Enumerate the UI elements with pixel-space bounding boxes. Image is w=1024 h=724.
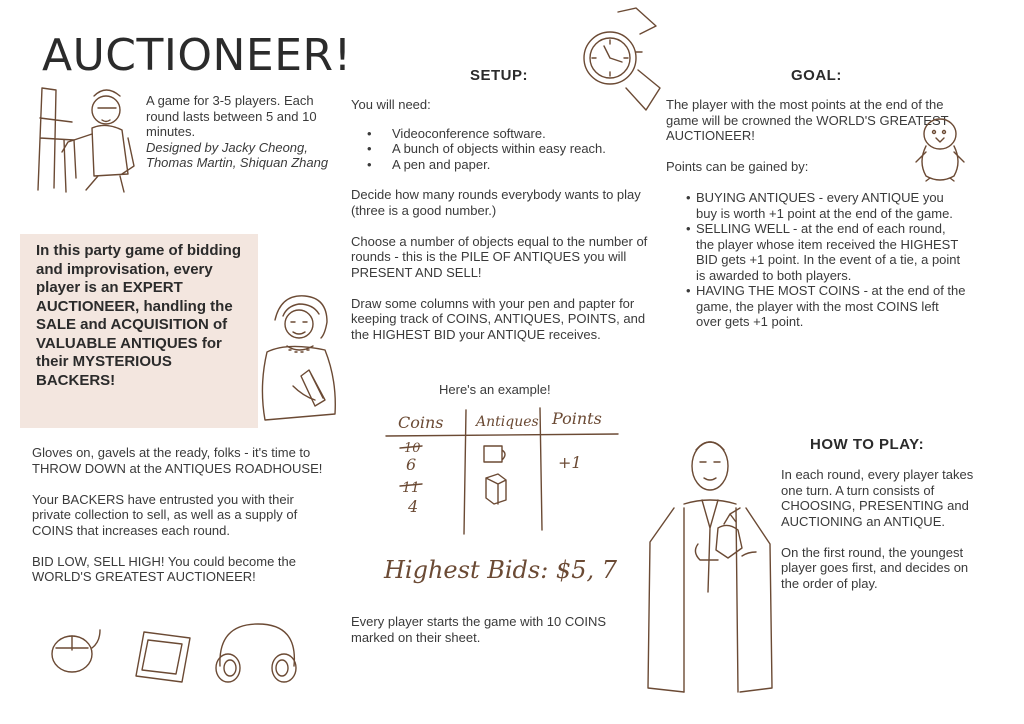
sheet-column-coins: Coins — [398, 413, 444, 432]
list-item: • SELLING WELL - at the end of each round, the player whose item received the HIGHEST BID gets +1 point. In the event of a tie, a point is awarded to both players. — [696, 221, 966, 283]
points-list — [666, 190, 966, 330]
sheet-highest-bids: Highest Bids: $5, 7 — [384, 556, 617, 584]
lore-paragraph: Your BACKERS have entrusted you with their private collection to sell, as well as a supply of COINS that increases each round. — [32, 491, 298, 538]
example-scoresheet — [380, 402, 630, 602]
list-item: • HAVING THE MOST COINS - at the end of the game, the player with the most COINS left over gets +1 point. — [696, 283, 966, 330]
lore-paragraph: BID LOW, SELL HIGH! You could become the WORLD'S GREATEST AUCTIONEER! — [32, 553, 296, 584]
woman-illustration — [253, 290, 345, 434]
sheet-column-antiques: Antiques — [476, 414, 539, 430]
list-item: • A bunch of objects within easy reach. — [392, 141, 651, 157]
howto-section — [781, 467, 981, 607]
list-item: • A pen and paper. — [392, 157, 651, 173]
lore-paragraph: Gloves on, gavels at the ready, folks - it's time to THROW DOWN at the ANTIQUES ROADHOUSE! — [32, 445, 323, 476]
goal-intro: The player with the most points at the end of the game will be crowned the WORLD'S GREATEST AUCTIONEER! — [666, 97, 949, 143]
setup-section — [351, 97, 651, 358]
lore-section — [32, 445, 332, 600]
setup-paragraph: Draw some columns with your pen and papter for keeping track of COINS, ANTIQUES, POINTS, and the HIGHEST BID your ANTIQUE receives. — [351, 295, 646, 342]
setup-paragraph: Decide how many rounds everybody wants to play (three is a good number.) — [351, 187, 641, 218]
example-label: Here's an example! — [439, 382, 551, 397]
auctioneer-man-illustration — [644, 432, 776, 696]
list-item: • BUYING ANTIQUES - every ANTIQUE you buy is worth +1 point at the end of the game. — [696, 190, 966, 221]
points-intro: Points can be gained by: — [666, 159, 809, 174]
howto-heading: HOW TO PLAY: — [810, 436, 925, 453]
sheet-coins-value: 4 — [408, 497, 419, 516]
intro-text — [146, 93, 346, 171]
callout-text: In this party game of bidding and improvisation, every player is an EXPERT AUCTIONEER, handling the SALE and ACQUISITION of VALUABLE ANTIQUES for their MYSTERIOUS BACKERS! — [36, 242, 242, 389]
list-item: • Videoconference software. — [392, 126, 651, 142]
seated-man-illustration — [28, 78, 140, 196]
setup-heading: SETUP: — [470, 67, 529, 84]
setup-paragraph: Choose a number of objects equal to the number of rounds - this is the PILE OF ANTIQUES you will PRESENT AND SELL! — [351, 233, 648, 280]
sheet-coins-value: 11 — [402, 480, 420, 496]
sheet-points-value: +1 — [558, 453, 582, 472]
starting-coins-text: Every player starts the game with 10 COINS marked on their sheet. — [351, 614, 607, 645]
setup-need: You will need: — [351, 97, 431, 112]
goal-heading: GOAL: — [791, 67, 842, 84]
howto-paragraph: In each round, every player takes one turn. A turn consists of CHOOSING, PRESENTING and AUCTIONING an ANTIQUE. — [781, 467, 974, 529]
sheet-coins-value: 6 — [406, 455, 417, 474]
callout-box — [20, 234, 258, 428]
sheet-column-points: Points — [552, 409, 602, 428]
howto-paragraph: On the first round, the youngest player goes first, and decides on the order of play. — [781, 544, 969, 591]
page-title: AUCTIONEER! — [42, 30, 352, 81]
objects-illustration — [44, 618, 306, 688]
intro-description: A game for 3-5 players. Each round lasts between 5 and 10 minutes. — [146, 93, 317, 139]
setup-items — [351, 126, 651, 173]
penguin-illustration — [912, 112, 970, 182]
designer-credit: Designed by Jacky Cheong, Thomas Martin, Shiquan Zhang — [146, 139, 329, 170]
sheet-coins-value: 10 — [404, 441, 421, 456]
